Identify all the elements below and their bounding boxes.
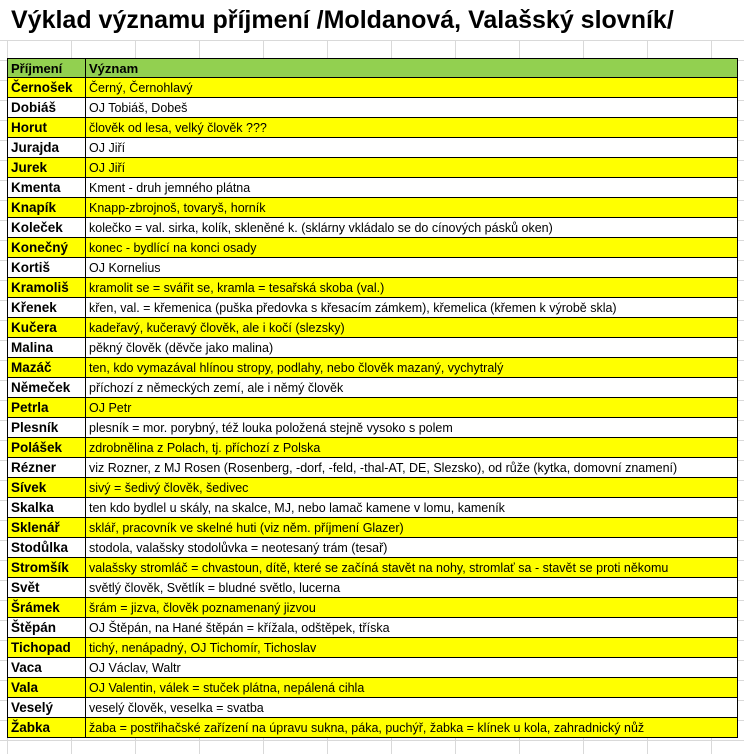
surname-cell[interactable]: Jurek	[8, 158, 86, 178]
surname-cell[interactable]: Malina	[8, 338, 86, 358]
meaning-cell[interactable]: sivý = šedivý člověk, šedivec	[86, 478, 738, 498]
table-header-row	[8, 59, 738, 78]
table-row	[8, 518, 738, 538]
meaning-cell[interactable]: žaba = postřihačské zařízení na úpravu sukna, páka, puchýř, žabka = klínek u kola, zahradnický nůž	[86, 718, 738, 738]
page-title: Výklad významu příjmení /Moldanová, Valašský slovník/	[0, 0, 744, 40]
table-row	[8, 198, 738, 218]
meaning-cell[interactable]: Knapp-zbrojnoš, tovaryš, horník	[86, 198, 738, 218]
surname-cell[interactable]: Svět	[8, 578, 86, 598]
meaning-cell[interactable]: Kment - druh jemného plátna	[86, 178, 738, 198]
meaning-cell[interactable]: ten, kdo vymazával hlínou stropy, podlahy, nebo člověk mazaný, vychytralý	[86, 358, 738, 378]
table-row	[8, 598, 738, 618]
meaning-cell[interactable]: kramolit se = svářit se, kramla = tesařská skoba (val.)	[86, 278, 738, 298]
table-row	[8, 538, 738, 558]
table-row	[8, 438, 738, 458]
table-row	[8, 458, 738, 478]
meaning-cell[interactable]: příchozí z německých zemí, ale i němý člověk	[86, 378, 738, 398]
meaning-cell[interactable]: viz Rozner, z MJ Rosen (Rosenberg, -dorf, -feld, -thal-AT, DE, Slezsko), od růže (kytka, domovní znamení)	[86, 458, 738, 478]
meaning-cell[interactable]: OJ Tobiáš, Dobeš	[86, 98, 738, 118]
surname-cell[interactable]: Skalka	[8, 498, 86, 518]
table-row	[8, 478, 738, 498]
meaning-cell[interactable]: OJ Petr	[86, 398, 738, 418]
meaning-cell[interactable]: kadeřavý, kučeravý člověk, ale i kočí (slezsky)	[86, 318, 738, 338]
table-row	[8, 278, 738, 298]
surname-cell[interactable]: Stodůlka	[8, 538, 86, 558]
meaning-cell[interactable]: sklář, pracovník ve skelné huti (viz něm. příjmení Glazer)	[86, 518, 738, 538]
meaning-cell[interactable]: OJ Štěpán, na Hané štěpán = křížala, odštěpek, tříska	[86, 618, 738, 638]
meaning-cell[interactable]: tichý, nenápadný, OJ Tichomír, Tichoslav	[86, 638, 738, 658]
surname-cell[interactable]: Žabka	[8, 718, 86, 738]
meaning-cell[interactable]: křen, val. = křemenica (puška předovka s křesacím zámkem), křemelica (křemen k výrobě skla)	[86, 298, 738, 318]
table-row	[8, 698, 738, 718]
surname-cell[interactable]: Sklenář	[8, 518, 86, 538]
surname-cell[interactable]: Plesník	[8, 418, 86, 438]
meaning-cell[interactable]: kolečko = val. sirka, kolík, skleněné k. (sklárny vkládalo se do cínových pásků oken)	[86, 218, 738, 238]
table-row	[8, 118, 738, 138]
surname-cell[interactable]: Dobiáš	[8, 98, 86, 118]
meaning-cell[interactable]: konec - bydlící na konci osady	[86, 238, 738, 258]
surname-cell[interactable]: Konečný	[8, 238, 86, 258]
meaning-cell[interactable]: světlý člověk, Světlík = bludné světlo, lucerna	[86, 578, 738, 598]
table-row	[8, 378, 738, 398]
surname-cell[interactable]: Tichopad	[8, 638, 86, 658]
table-row	[8, 358, 738, 378]
meaning-cell[interactable]: veselý člověk, veselka = svatba	[86, 698, 738, 718]
surname-cell[interactable]: Horut	[8, 118, 86, 138]
table-row	[8, 578, 738, 598]
column-header-surname[interactable]: Příjmení	[8, 59, 86, 78]
surname-table	[7, 58, 738, 738]
table-row	[8, 638, 738, 658]
table-row	[8, 238, 738, 258]
meaning-cell[interactable]: zdrobnělina z Polach, tj. příchozí z Polska	[86, 438, 738, 458]
column-header-meaning[interactable]: Význam	[86, 59, 738, 78]
table-row	[8, 138, 738, 158]
surname-cell[interactable]: Kmenta	[8, 178, 86, 198]
meaning-cell[interactable]: OJ Valentin, válek = stuček plátna, nepálená cihla	[86, 678, 738, 698]
surname-cell[interactable]: Vaca	[8, 658, 86, 678]
surname-cell[interactable]: Vala	[8, 678, 86, 698]
surname-cell[interactable]: Kučera	[8, 318, 86, 338]
meaning-cell[interactable]: OJ Kornelius	[86, 258, 738, 278]
table-row	[8, 78, 738, 98]
meaning-cell[interactable]: stodola, valašsky stodolůvka = neotesaný trám (tesař)	[86, 538, 738, 558]
table-row	[8, 218, 738, 238]
table-row	[8, 98, 738, 118]
surname-cell[interactable]: Křenek	[8, 298, 86, 318]
meaning-cell[interactable]: šrám = jizva, člověk poznamenaný jizvou	[86, 598, 738, 618]
table-row	[8, 298, 738, 318]
table-row	[8, 158, 738, 178]
surname-cell[interactable]: Rézner	[8, 458, 86, 478]
surname-cell[interactable]: Kramoliš	[8, 278, 86, 298]
surname-cell[interactable]: Jurajda	[8, 138, 86, 158]
meaning-cell[interactable]: pěkný člověk (děvče jako malina)	[86, 338, 738, 358]
table-row	[8, 318, 738, 338]
table-row	[8, 338, 738, 358]
table-row	[8, 618, 738, 638]
surname-cell[interactable]: Šrámek	[8, 598, 86, 618]
surname-cell[interactable]: Knapík	[8, 198, 86, 218]
surname-cell[interactable]: Mazáč	[8, 358, 86, 378]
surname-cell[interactable]: Štěpán	[8, 618, 86, 638]
meaning-cell[interactable]: OJ Jiří	[86, 158, 738, 178]
surname-cell[interactable]: Veselý	[8, 698, 86, 718]
meaning-cell[interactable]: OJ Jiří	[86, 138, 738, 158]
table-row	[8, 558, 738, 578]
surname-cell[interactable]: Stromšík	[8, 558, 86, 578]
table-row	[8, 658, 738, 678]
surname-cell[interactable]: Němeček	[8, 378, 86, 398]
table-row	[8, 498, 738, 518]
surname-cell[interactable]: Polášek	[8, 438, 86, 458]
table-row	[8, 398, 738, 418]
table-row	[8, 718, 738, 738]
meaning-cell[interactable]: Černý, Černohlavý	[86, 78, 738, 98]
surname-cell[interactable]: Petrla	[8, 398, 86, 418]
table-row	[8, 678, 738, 698]
meaning-cell[interactable]: valašsky stromláč = chvastoun, dítě, které se začíná stavět na nohy, stromlať sa - stavět se proti někomu	[86, 558, 738, 578]
surname-cell[interactable]: Černošek	[8, 78, 86, 98]
surname-cell[interactable]: Sívek	[8, 478, 86, 498]
table-row	[8, 418, 738, 438]
table-row	[8, 258, 738, 278]
meaning-cell[interactable]: OJ Václav, Waltr	[86, 658, 738, 678]
surname-cell[interactable]: Koleček	[8, 218, 86, 238]
table-body	[8, 78, 738, 738]
meaning-cell[interactable]: člověk od lesa, velký člověk ???	[86, 118, 738, 138]
table-row	[8, 178, 738, 198]
surname-cell[interactable]: Kortiš	[8, 258, 86, 278]
meaning-cell[interactable]: ten kdo bydlel u skály, na skalce, MJ, nebo lamač kamene v lomu, kameník	[86, 498, 738, 518]
meaning-cell[interactable]: plesník = mor. porybný, též louka položená stejně vysoko s polem	[86, 418, 738, 438]
